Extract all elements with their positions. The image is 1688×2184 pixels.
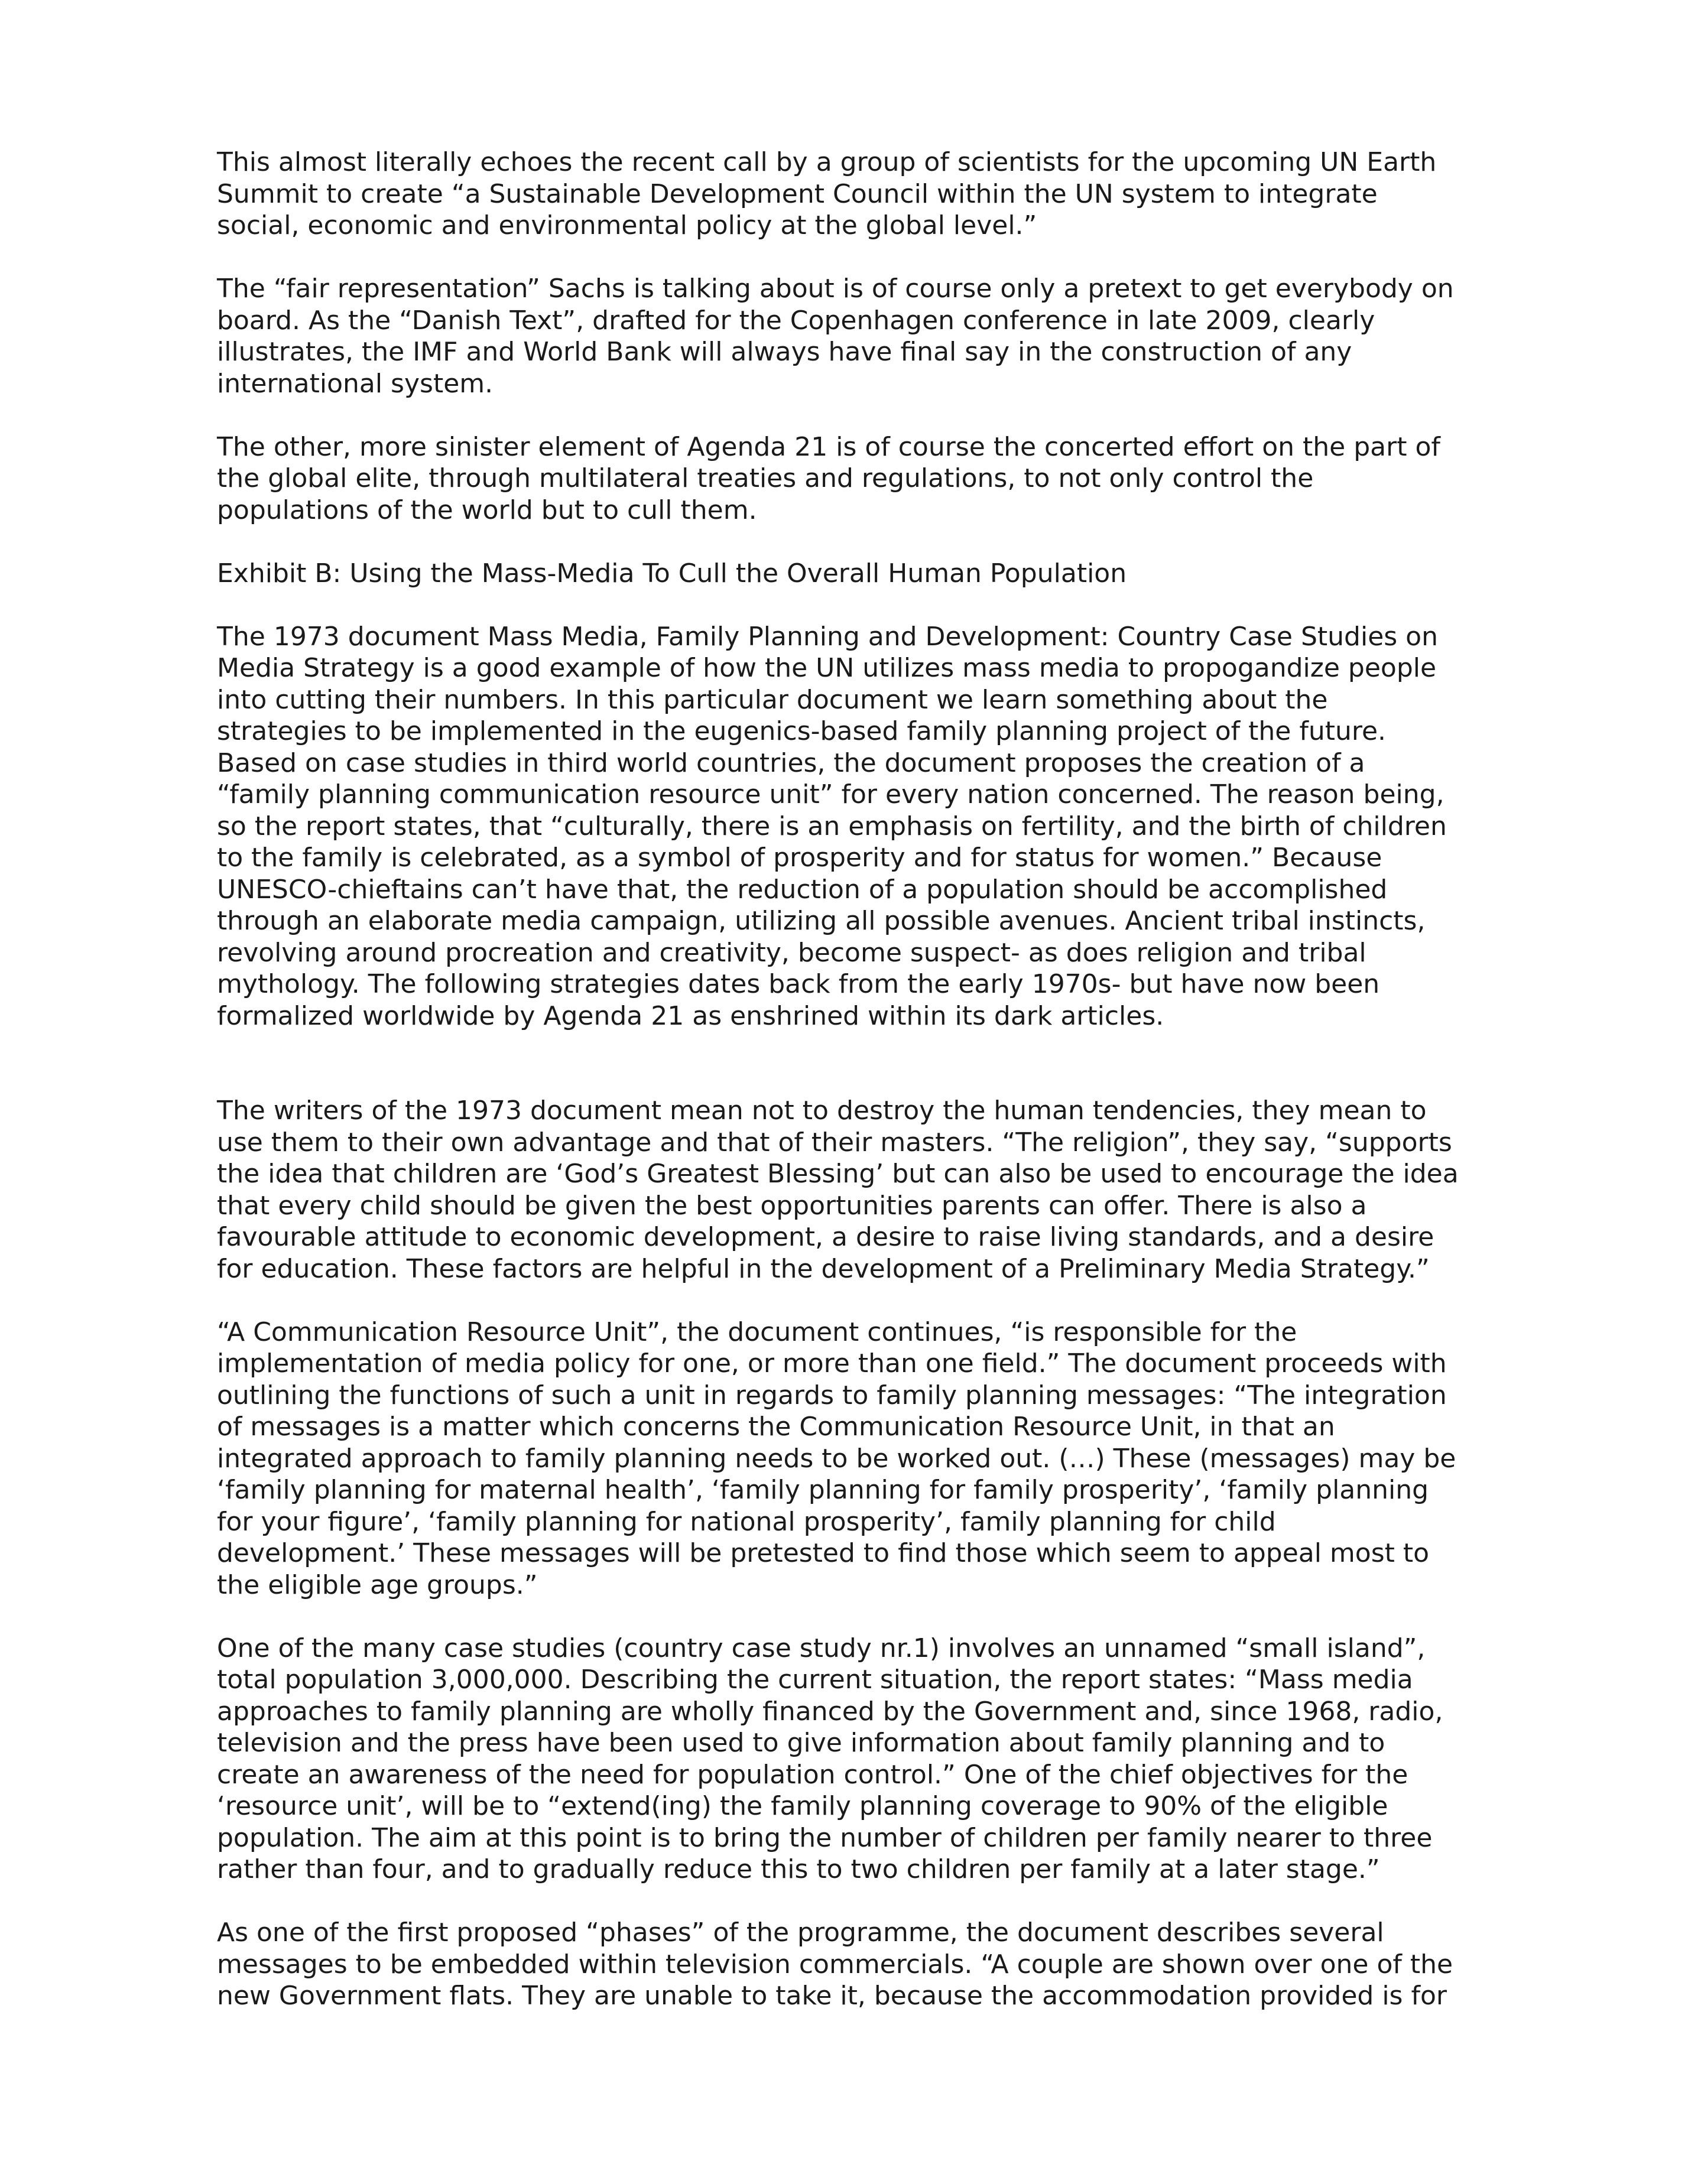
paragraph-agenda-21: The other, more sinister element of Agenda 21 is of course the concerted effort on the part of the global elite, through multilateral treaties and regulations, to not only control the populations of the world but to cull them. — [217, 431, 1440, 525]
document-page — [217, 147, 1476, 2043]
paragraph-communication-resource-unit: “A Communication Resource Unit”, the document continues, “is responsible for the implementation of media policy for one, or more than one field.” The document proceeds with outlining the functions of such a unit in regards to family planning messages: “The integration of messages is a matter which concerns the Communication Resource Unit, in that an integrated approach to family planning needs to be worked out. (…) These (messages) may be ‘family planning for maternal health’, ‘family planning for family prosperity’, ‘family planning for your figure’, ‘family planning for national prosperity’, family planning for child development.’ These messages will be pretested to find those which seem to appeal most to the eligible age groups.” — [217, 1317, 1456, 1600]
paragraph-writers: The writers of the 1973 document mean not to destroy the human tendencies, they mean to use them to their own advantage and that of their masters. “The religion”, they say, “supports the idea that children are ‘God’s Greatest Blessing’ but can also be used to encourage the idea that every child should be given the best opportunities parents can offer. There is also a favourable attitude to economic development, a desire to raise living standards, and a desire for education. These factors are helpful in the development of a Preliminary Media Strategy.” — [217, 1096, 1459, 1284]
paragraph-1973-document: The 1973 document Mass Media, Family Planning and Development: Country Case Studies on Media Strategy is a good example of how the UN utilizes mass media to propogandize people into cutting their numbers. In this particular document we learn something about the strategies to be implemented in the eugenics-based family planning project of the future. Based on case studies in third world countries, the document proposes the creation of a “family planning communication resource unit” for every nation concerned. The reason being, so the report states, that “culturally, there is an emphasis on fertility, and the birth of children to the family is celebrated, as a symbol of prosperity and for status for women.” Because UNESCO-chieftains can’t have that, the reduction of a population should be accomplished through an elaborate media campaign, utilizing all possible avenues. Ancient tribal instincts, revolving around procreation and creativity, become suspect- as does religion and tribal mythology. The following strategies dates back from the early 1970s- but have now been formalized worldwide by Agenda 21 as enshrined within its dark articles. — [217, 621, 1447, 1031]
paragraph-phases: As one of the first proposed “phases” of the programme, the document describes several messages to be embedded within television commercials. “A couple are shown over one of the new Government flats. They are unable to take it, because the accommodation provided is for — [217, 1918, 1453, 2011]
paragraph-sustainable-council: This almost literally echoes the recent call by a group of scientists for the upcoming UN Earth Summit to create “a Sustainable Development Council within the UN system to integrate social, economic and environmental policy at the global level.” — [217, 147, 1437, 240]
section-heading-exhibit-b: Exhibit B: Using the Mass-Media To Cull the Overall Human Population — [217, 558, 1127, 589]
paragraph-fair-representation: The “fair representation” Sachs is talking about is of course only a pretext to get everybody on board. As the “Danish Text”, drafted for the Copenhagen conference in late 2009, clearly illustrates, the IMF and World Bank will always have final say in the construction of any international system. — [217, 274, 1454, 399]
paragraph-case-study: One of the many case studies (country case study nr.1) involves an unnamed “small island”, total population 3,000,000. Describing the current situation, the report states: “Mass media approaches to family planning are wholly financed by the Government and, since 1968, radio, television and the press have been used to give information about family planning and to create an awareness of the need for population control.” One of the chief objectives for the ‘resource unit’, will be to “extend(ing) the family planning coverage to 90% of the eligible population. The aim at this point is to bring the number of children per family nearer to three rather than four, and to gradually reduce this to two children per family at a later stage.” — [217, 1633, 1443, 1884]
